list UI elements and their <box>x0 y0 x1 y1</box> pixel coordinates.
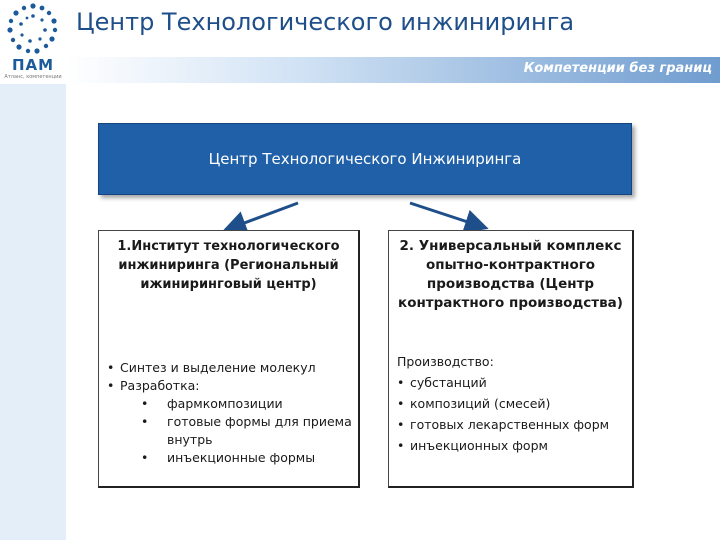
list-item <box>107 359 352 377</box>
page-title: Центр Технологического инжиниринга <box>76 8 575 36</box>
logo-dots-icon <box>4 2 62 56</box>
list-item-text: Синтез и выделение молекул <box>120 360 316 375</box>
production-list <box>397 351 626 456</box>
production-list-title: Производство: <box>397 354 494 369</box>
sub-list-item-text: готовые формы для приема внутрь <box>167 414 352 447</box>
sub-list-item <box>107 395 352 413</box>
arrow-right <box>410 203 483 227</box>
list-item <box>107 377 352 395</box>
logo <box>0 0 66 84</box>
list-item <box>397 393 626 414</box>
bullet-icon: • <box>397 375 405 390</box>
sub-list-item <box>107 413 352 449</box>
production-panel <box>388 230 634 488</box>
list-item-text: готовых лекарственных форм <box>410 417 610 432</box>
sub-list-item <box>107 449 352 467</box>
bullet-icon: • <box>107 378 115 393</box>
production-heading: 2. Универсальный комплекс опытно-контрактного производства (Центр контрактного производства) <box>398 238 623 311</box>
sub-list-item-text: фармкомпозиции <box>167 396 283 411</box>
institute-heading: 1.Институт технологического инжиниринга (Региональный ижиниринговый центр) <box>117 239 340 292</box>
slogan-bar <box>66 57 720 83</box>
list-item-text: композиций (смесей) <box>410 396 551 411</box>
institute-panel <box>98 230 360 488</box>
center-box <box>98 123 632 195</box>
bullet-icon: • <box>397 396 405 411</box>
arrow-left <box>228 203 298 229</box>
bullet-icon: • <box>397 438 405 453</box>
logo-text: ПАМ <box>11 56 55 74</box>
list-item-text: инъекционных форм <box>410 438 548 453</box>
logo-subtitle: Атланс, компетенции <box>4 74 62 80</box>
bullet-icon: • <box>397 417 405 432</box>
bullet-icon: • <box>141 450 149 465</box>
list-item <box>397 372 626 393</box>
bullet-icon: • <box>141 396 149 411</box>
list-item <box>397 435 626 456</box>
list-item-text: Разработка: <box>120 378 200 393</box>
institute-list <box>107 359 352 467</box>
bullet-icon: • <box>107 360 115 375</box>
slogan-text: Компетенции без границ <box>523 61 712 76</box>
list-item-text: субстанций <box>410 375 487 390</box>
bullet-icon: • <box>141 414 149 429</box>
sub-list-item-text: инъекционные формы <box>167 450 316 465</box>
center-box-label: Центр Технологического Инжиниринга <box>208 150 522 168</box>
list-item <box>397 414 626 435</box>
